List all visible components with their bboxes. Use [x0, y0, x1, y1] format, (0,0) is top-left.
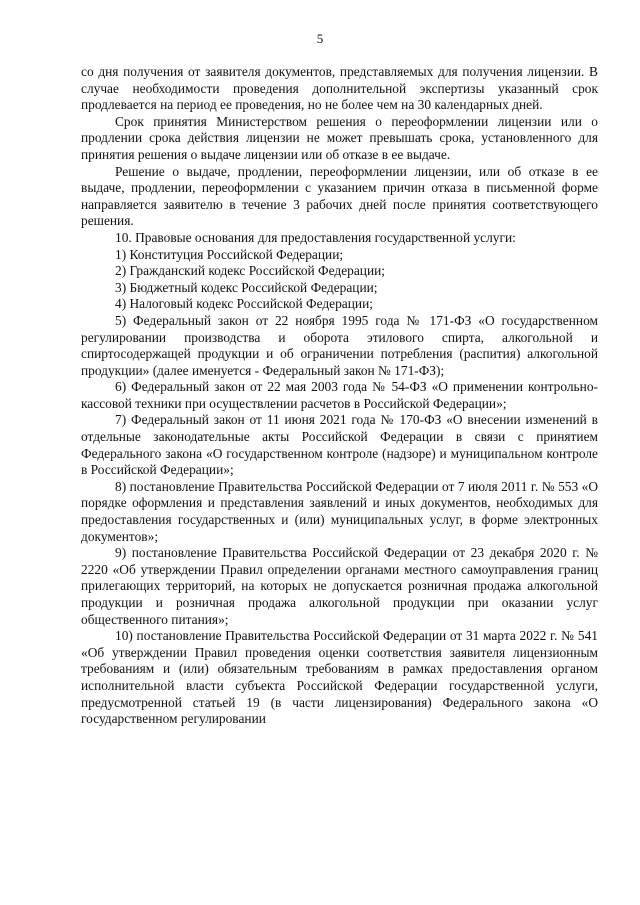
- legal-basis-item-7: 7) Федеральный закон от 11 июня 2021 года № 170-ФЗ «О внесении изменений в отдельные законодательные акты Российской Федерации в связи с принятием Федерального закона «О государственном контроле (надзоре) и муниципальном контроле в Российской Федерации»;: [81, 412, 598, 478]
- legal-basis-item-3: 3) Бюджетный кодекс Российской Федерации;: [115, 279, 378, 295]
- legal-basis-item-9: 9) постановление Правительства Российской Федерации от 23 декабря 2020 г. № 2220 «Об утверждении Правил определении органами местного самоуправления границ прилегающих территорий, на которых не допускается розничная продажа алкогольной продукции и розничная продажа алкогольной продукции при оказании услуг общественного питания»;: [81, 545, 598, 627]
- legal-basis-item-5: 5) Федеральный закон от 22 ноября 1995 года № 171-ФЗ «О государственном регулировании производства и оборота этилового спирта, алкогольной и спиртосодержащей продукции и об ограничении потребления (распития) алкогольной продукции» (далее именуется - Федеральный закон № 171-ФЗ);: [81, 312, 598, 378]
- legal-basis-item-1: 1) Конституция Российской Федерации;: [115, 246, 344, 262]
- paragraph-deadline-extension: со дня получения от заявителя документов, представляемых для получения лицензии. В случае необходимости проведения дополнительной экспертизы указанный срок продлевается на период ее проведения, но не более чем на 30 календарных дней.: [81, 64, 598, 113]
- page-number: 5: [316, 31, 324, 46]
- document-body: [81, 64, 598, 728]
- legal-basis-item-6: 6) Федеральный закон от 22 мая 2003 года № 54-ФЗ «О применении контрольно-кассовой техники при осуществлении расчетов в Российской Федерации»;: [81, 379, 598, 411]
- paragraph-decision-notice: Решение о выдаче, продлении, переоформлении лицензии, или об отказе в ее выдаче, продлении, переоформлении с указанием причин отказа в письменной форме направляется заявителю в течение 3 рабочих дней после принятия соответствующего решения.: [81, 163, 598, 229]
- paragraph-legal-basis-heading: 10. Правовые основания для предоставления государственной услуги:: [115, 229, 516, 245]
- legal-basis-item-4: 4) Налоговый кодекс Российской Федерации;: [115, 296, 373, 312]
- legal-basis-item-8: 8) постановление Правительства Российской Федерации от 7 июля 2011 г. № 553 «О порядке оформления и представления заявлений и иных документов, необходимых для предоставления государственных и (или) муниципальных услуг, в форме электронных документов»;: [81, 478, 598, 544]
- legal-basis-item-2: 2) Гражданский кодекс Российской Федерации;: [115, 263, 385, 279]
- paragraph-reissue-term: Срок принятия Министерством решения о переоформлении лицензии или о продлении срока действия лицензии не может превышать срока, установленного для принятия решения о выдаче лицензии или об отказе в ее выдаче.: [81, 113, 598, 162]
- legal-basis-item-10: 10) постановление Правительства Российской Федерации от 31 марта 2022 г. № 541 «Об утверждении Правил проведения оценки соответствия заявителя лицензионным требованиям и (или) обязательным требованиям в рамках предоставления органом исполнительной власти субъекта Российской Федерации государственной услуги, предусмотренной статьей 19 (в части лицензирования) Федерального закона «О государственном регулировании: [81, 628, 598, 727]
